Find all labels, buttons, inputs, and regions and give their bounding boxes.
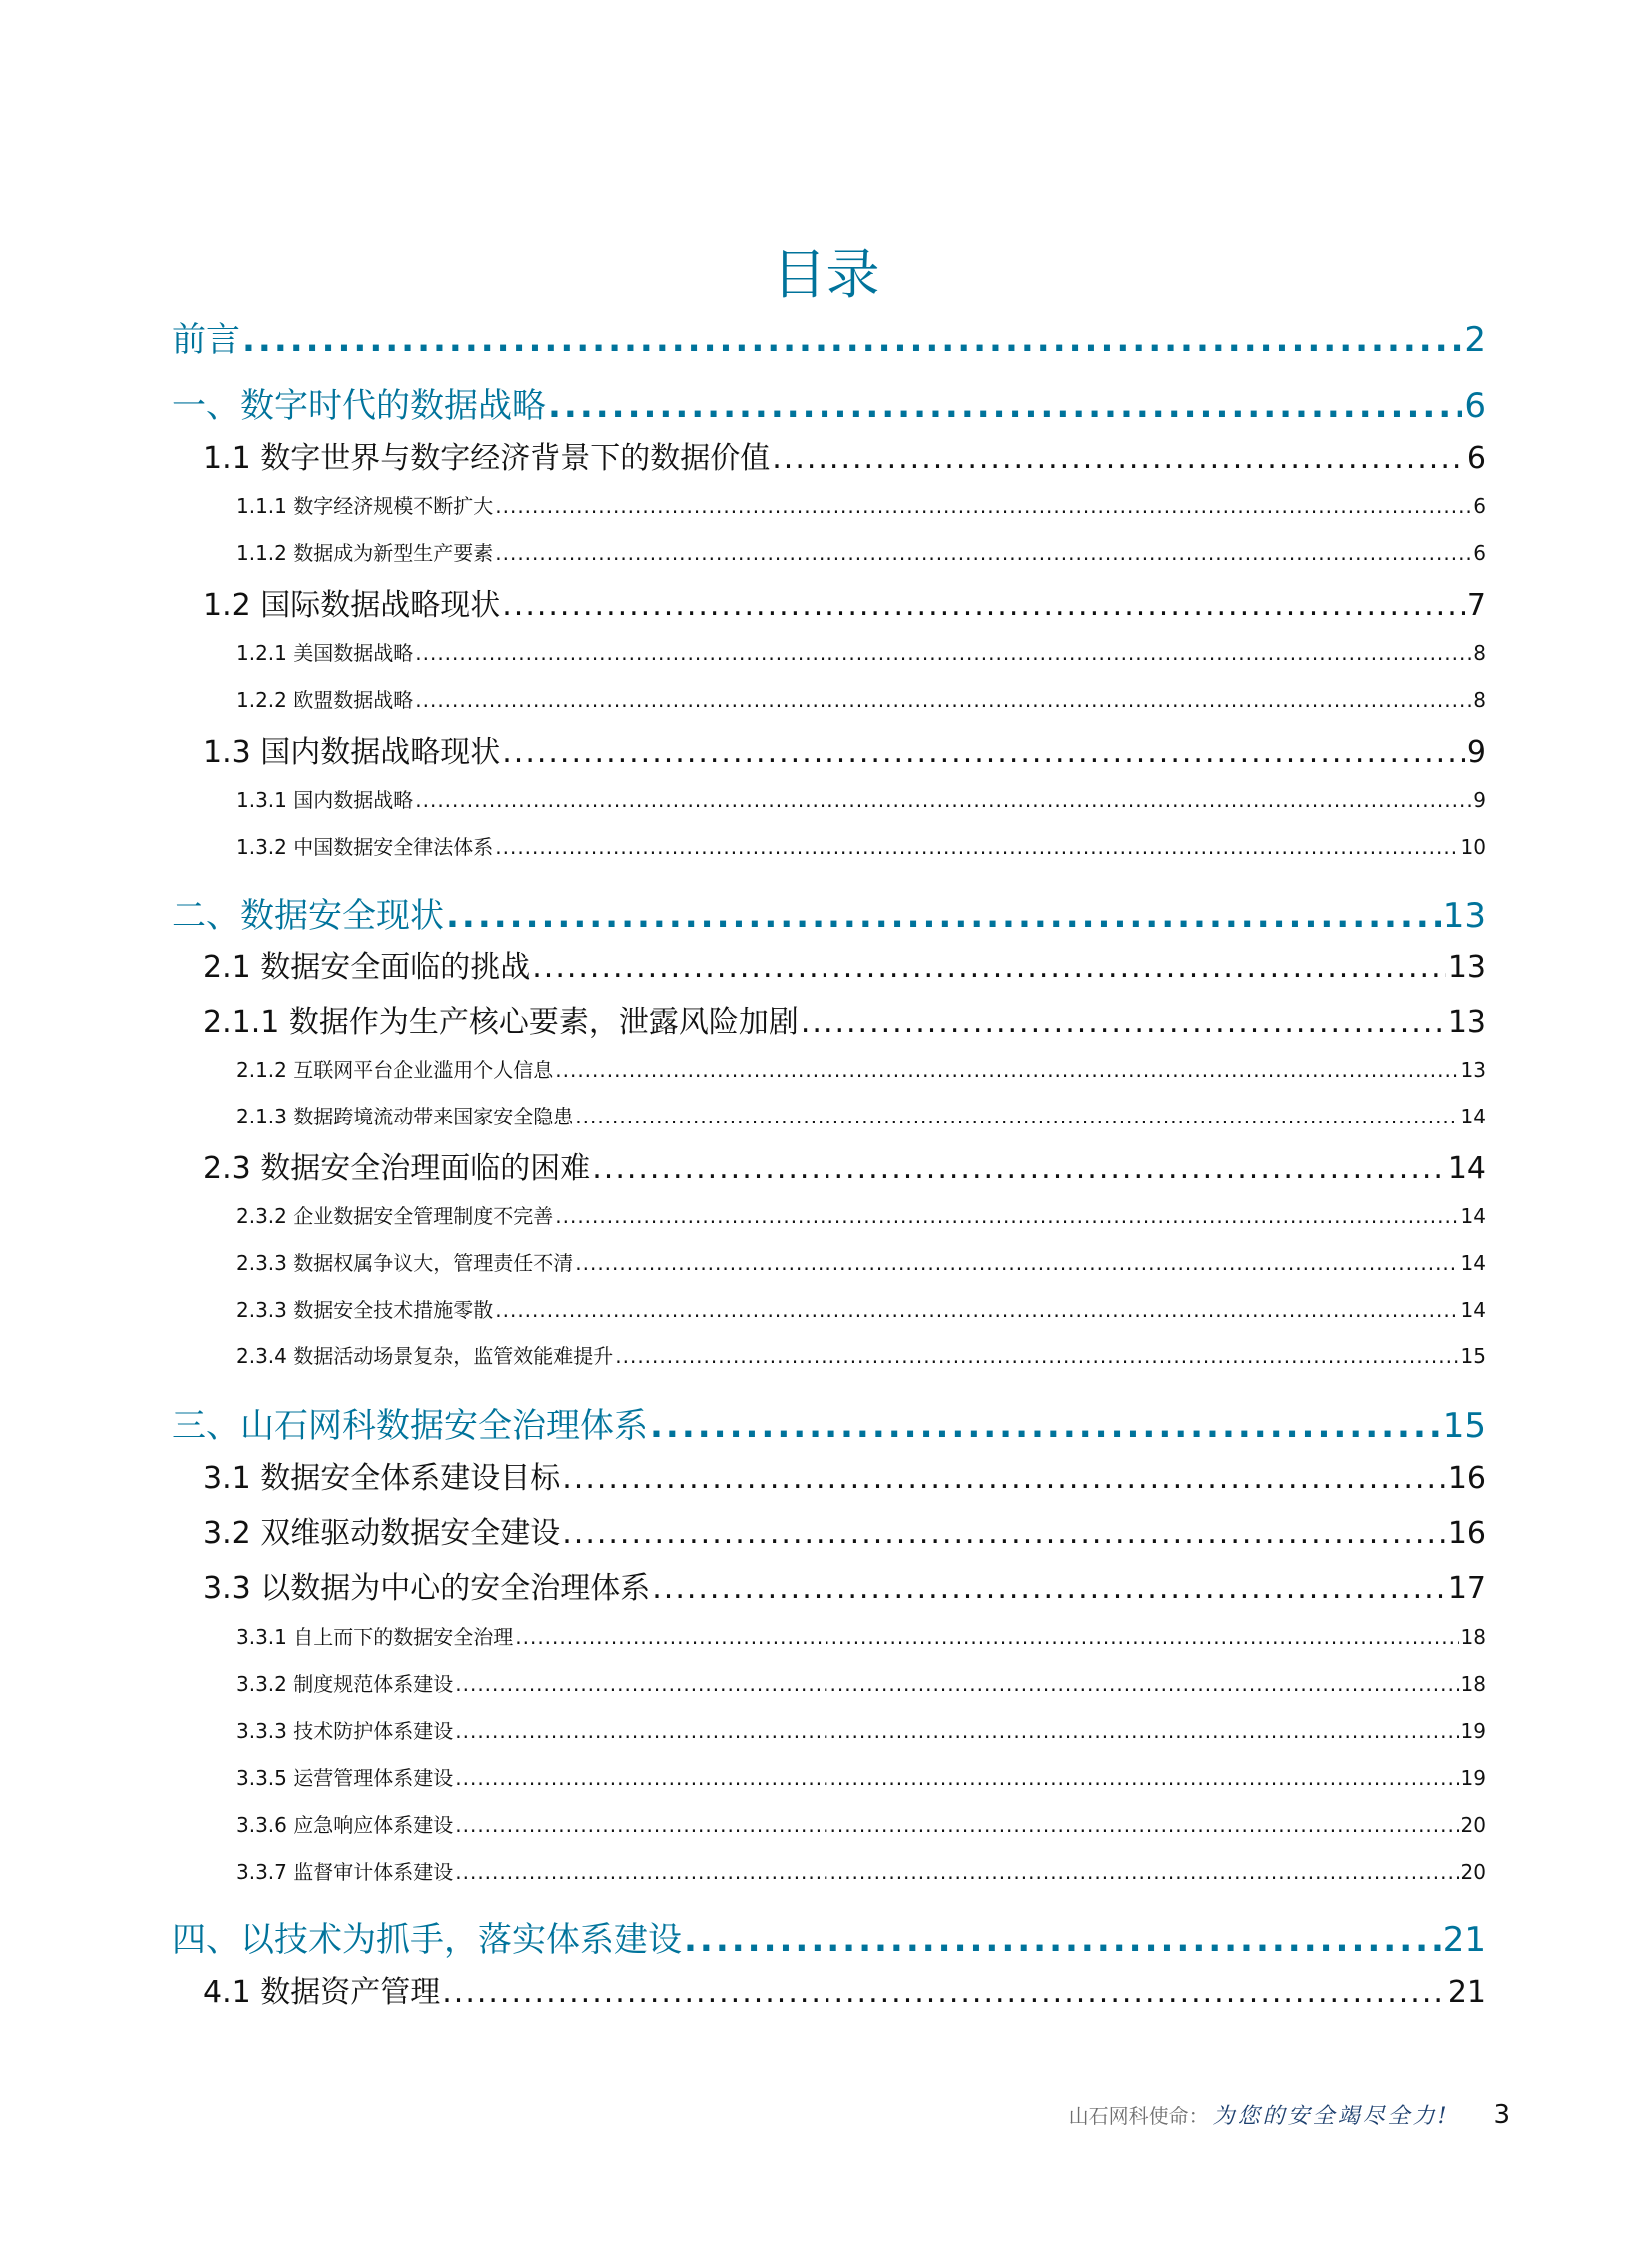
dot-leader	[455, 1766, 1458, 1790]
toc-entry-label: 2.1 数据安全面临的挑战	[203, 950, 531, 985]
toc-entry-level3[interactable]	[236, 1856, 1486, 1884]
toc-entry-page-number: 16	[1447, 1461, 1486, 1496]
dot-leader	[575, 1105, 1458, 1128]
toc-entry-page-number: 16	[1447, 1516, 1486, 1551]
toc-entry-label: 1.1 数字世界与数字经济背景下的数据价值	[203, 441, 771, 476]
toc-entry-label: 2.1.2 互联网平台企业滥用个人信息	[236, 1058, 554, 1082]
toc-entry-label: 二、数据安全现状	[172, 896, 444, 936]
mission-label: 山石网科使命：	[1068, 2104, 1209, 2128]
toc-entry-level3[interactable]	[236, 684, 1486, 712]
toc-entry-level3[interactable]	[236, 1247, 1486, 1275]
toc-entry-page-number: 13	[1460, 1058, 1486, 1082]
slogan: 为您的安全竭尽全力!	[1212, 2104, 1450, 2129]
toc-entry-label: 1.3.1 国内数据战略	[236, 788, 414, 812]
toc-entry-page-number: 14	[1460, 1298, 1486, 1322]
toc-entry-level3[interactable]	[236, 831, 1486, 859]
toc-entry-label: 一、数字时代的数据战略	[172, 386, 546, 426]
toc-entry-label: 1.2.1 美国数据战略	[236, 641, 414, 665]
dot-leader	[615, 1344, 1458, 1368]
page-number: 3	[1493, 2099, 1510, 2130]
dot-leader	[515, 1625, 1458, 1649]
toc-entry-level3[interactable]	[236, 1668, 1486, 1696]
toc-entry-level1[interactable]	[172, 378, 1486, 424]
toc-entry-label: 1.3.2 中国数据安全律法体系	[236, 835, 494, 859]
dot-leader	[562, 1516, 1446, 1551]
toc-entry-page-number: 9	[1473, 788, 1486, 812]
toc-entry-page-number: 6	[1473, 541, 1486, 565]
dot-leader	[415, 788, 1471, 812]
dot-leader	[575, 1251, 1458, 1275]
dot-leader	[495, 541, 1471, 565]
toc-entry-level2[interactable]	[203, 1508, 1486, 1551]
toc-entry-page-number: 20	[1460, 1860, 1486, 1884]
toc-entry-page-number: 7	[1466, 588, 1486, 623]
toc-entry-level1[interactable]	[172, 1912, 1486, 1958]
toc-entry-level3[interactable]	[236, 1294, 1486, 1322]
dot-leader	[446, 896, 1441, 936]
toc-entry-label: 3.3.7 监督审计体系建设	[236, 1860, 454, 1884]
toc-entry-label: 2.1.3 数据跨境流动带来国家安全隐患	[236, 1105, 574, 1128]
toc-entry-label: 1.2 国际数据战略现状	[203, 588, 501, 623]
toc-entry-label: 2.3.3 数据权属争议大，管理责任不清	[236, 1251, 574, 1275]
toc-entry-label: 3.2 双维驱动数据安全建设	[203, 1516, 561, 1551]
toc-entry-page-number: 19	[1460, 1766, 1486, 1790]
toc-entry-level3[interactable]	[236, 1200, 1486, 1228]
toc-entry-page-number: 18	[1460, 1625, 1486, 1649]
toc-entry-page-number: 8	[1473, 688, 1486, 712]
toc-entry-level3[interactable]	[236, 490, 1486, 518]
toc-entry-label: 前言	[172, 320, 240, 360]
toc-entry-label: 1.1.2 数据成为新型生产要素	[236, 541, 494, 565]
dot-leader	[555, 1058, 1458, 1082]
dot-leader	[801, 1005, 1446, 1040]
toc-entry-page-number: 2	[1464, 320, 1486, 360]
dot-leader	[650, 1406, 1441, 1446]
toc-entry-page-number: 17	[1447, 1571, 1486, 1606]
page-footer	[1069, 2099, 1510, 2130]
dot-leader	[455, 1813, 1458, 1837]
toc-entry-label: 3.3.3 技术防护体系建设	[236, 1719, 454, 1743]
toc-entry-page-number: 15	[1442, 1406, 1486, 1446]
toc-entry-level2[interactable]	[203, 1143, 1486, 1186]
toc-entry-level2[interactable]	[203, 942, 1486, 985]
toc-entry-level3[interactable]	[236, 784, 1486, 812]
dot-leader	[455, 1860, 1458, 1884]
dot-leader	[415, 641, 1471, 665]
toc-entry-label: 1.1.1 数字经济规模不断扩大	[236, 494, 494, 518]
toc-entry-page-number: 14	[1460, 1204, 1486, 1228]
toc-entry-page-number: 14	[1447, 1151, 1486, 1186]
toc-entry-level3[interactable]	[236, 537, 1486, 565]
toc-entry-page-number: 18	[1460, 1672, 1486, 1696]
toc-entry-page-number: 20	[1460, 1813, 1486, 1837]
toc-entry-label: 1.2.2 欧盟数据战略	[236, 688, 414, 712]
toc-entry-label: 2.3.3 数据安全技术措施零散	[236, 1298, 494, 1322]
toc-entry-page-number: 9	[1466, 735, 1486, 770]
dot-leader	[502, 735, 1465, 770]
toc-entry-level3[interactable]	[236, 1340, 1486, 1368]
toc-entry-label: 3.3.5 运营管理体系建设	[236, 1766, 454, 1790]
dot-leader	[242, 320, 1462, 360]
toc-entry-level3[interactable]	[236, 1715, 1486, 1743]
toc-entry-level3[interactable]	[236, 637, 1486, 665]
toc-entry-label: 3.1 数据安全体系建设目标	[203, 1461, 561, 1496]
toc-entry-level3[interactable]	[236, 1762, 1486, 1790]
toc-entry-label: 2.1.1 数据作为生产核心要素，泄露风险加剧	[203, 1005, 799, 1040]
toc-entry-level2[interactable]	[203, 1563, 1486, 1606]
toc-entry-page-number: 13	[1442, 896, 1486, 936]
toc-entry-level3[interactable]	[236, 1809, 1486, 1837]
toc-entry-level3[interactable]	[236, 1054, 1486, 1082]
toc-entry-level2[interactable]	[203, 1453, 1486, 1496]
dot-leader	[592, 1151, 1446, 1186]
dot-leader	[652, 1571, 1446, 1606]
toc-entry-page-number: 21	[1447, 1975, 1486, 2010]
dot-leader	[455, 1672, 1458, 1696]
dot-leader	[684, 1920, 1441, 1960]
toc-entry-level1[interactable]	[172, 1398, 1486, 1444]
toc-entry-label: 2.3 数据安全治理面临的困难	[203, 1151, 591, 1186]
dot-leader	[455, 1719, 1458, 1743]
toc-entry-label: 3.3.2 制度规范体系建设	[236, 1672, 454, 1696]
toc-entry-level2[interactable]	[203, 580, 1486, 623]
toc-entry-page-number: 10	[1460, 835, 1486, 859]
toc-entry-label: 1.3 国内数据战略现状	[203, 735, 501, 770]
toc-entry-page-number: 14	[1460, 1251, 1486, 1275]
toc-entry-level3[interactable]	[236, 1621, 1486, 1649]
dot-leader	[555, 1204, 1458, 1228]
toc-entry-page-number: 8	[1473, 641, 1486, 665]
toc-entry-label: 2.3.2 企业数据安全管理制度不完善	[236, 1204, 554, 1228]
toc-entry-label: 3.3.6 应急响应体系建设	[236, 1813, 454, 1837]
toc-entry-level3[interactable]	[236, 1101, 1486, 1128]
dot-leader	[442, 1975, 1446, 2010]
toc-entry-page-number: 14	[1460, 1105, 1486, 1128]
dot-leader	[772, 441, 1465, 476]
toc-entry-label: 2.3.4 数据活动场景复杂，监管效能难提升	[236, 1344, 614, 1368]
toc-entry-label: 3.3.1 自上而下的数据安全治理	[236, 1625, 514, 1649]
toc-entry-page-number: 21	[1442, 1920, 1486, 1960]
dot-leader	[548, 386, 1462, 426]
dot-leader	[495, 1298, 1458, 1322]
toc-entry-page-number: 19	[1460, 1719, 1486, 1743]
toc-entry-label: 4.1 数据资产管理	[203, 1975, 441, 2010]
toc-entry-page-number: 6	[1464, 386, 1486, 426]
dot-leader	[532, 950, 1446, 985]
toc-entry-label: 四、以技术为抓手，落实体系建设	[172, 1920, 682, 1960]
dot-leader	[415, 688, 1471, 712]
toc-entry-level2[interactable]	[203, 1967, 1486, 2010]
toc-entry-level2[interactable]	[203, 433, 1486, 476]
toc-entry-label: 3.3 以数据为中心的安全治理体系	[203, 1571, 651, 1606]
dot-leader	[495, 494, 1471, 518]
toc-entry-level1[interactable]	[172, 888, 1486, 934]
toc-entry-page-number: 15	[1460, 1344, 1486, 1368]
dot-leader	[495, 835, 1458, 859]
toc-entry-page-number: 6	[1473, 494, 1486, 518]
toc-entry-label: 三、山石网科数据安全治理体系	[172, 1406, 648, 1446]
page-title: 目录	[772, 243, 880, 306]
toc-entry-page-number: 6	[1466, 441, 1486, 476]
toc-entry-page-number: 13	[1447, 1005, 1486, 1040]
dot-leader	[502, 588, 1465, 623]
dot-leader	[562, 1461, 1446, 1496]
toc-entry-level1[interactable]	[172, 312, 1486, 358]
toc-entry-page-number: 13	[1447, 950, 1486, 985]
toc-entry-level2[interactable]	[203, 727, 1486, 770]
toc-entry-level2[interactable]	[203, 997, 1486, 1040]
